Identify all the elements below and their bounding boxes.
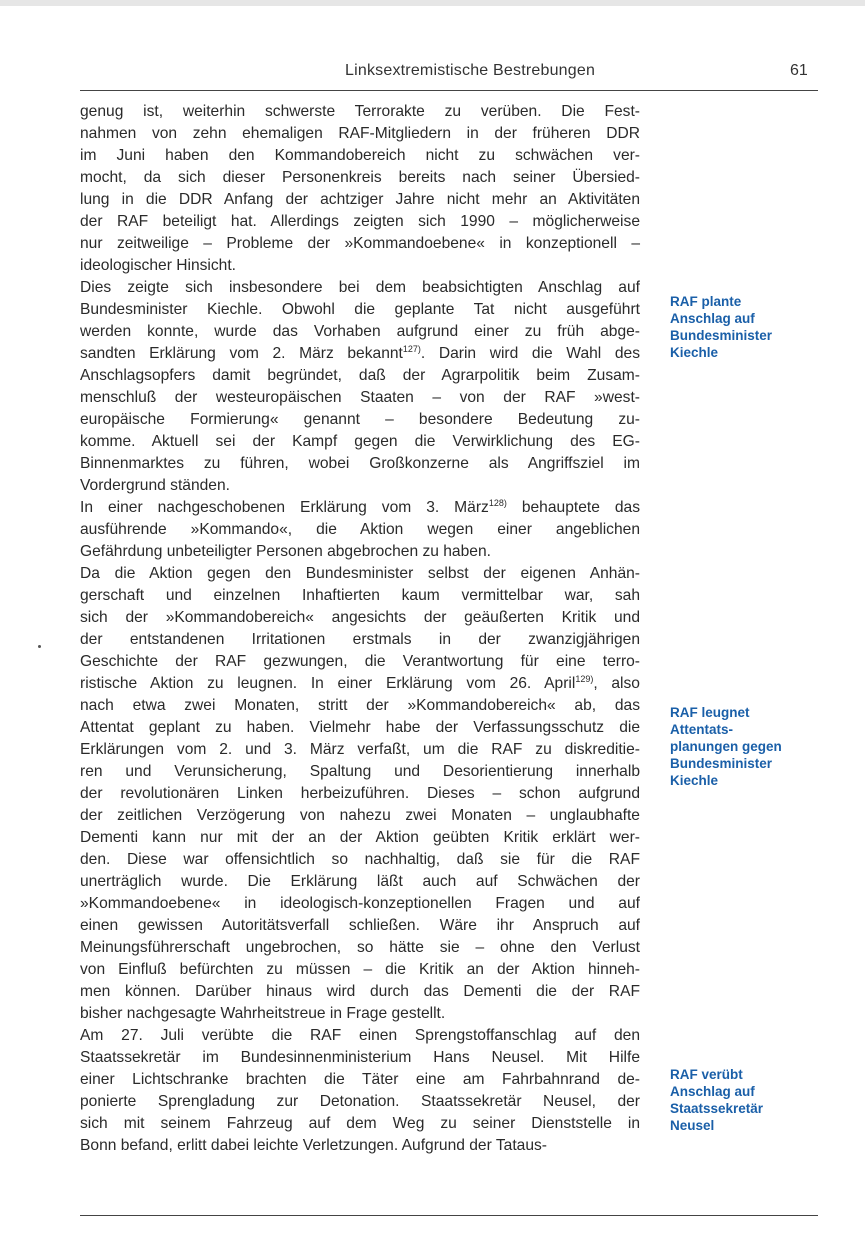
running-header-title: Linksextremistische Bestrebungen xyxy=(345,62,596,79)
body-line-text: der RAF beteiligt hat. Allerdings zeigten sich 1990 – möglicherweise xyxy=(80,213,640,230)
body-line-text: men können. Darüber hinaus wird durch das Dementi die der RAF xyxy=(80,983,640,1000)
body-line-text: der revolutionären Linken herbeizuführen. Dieses – schon aufgrund xyxy=(80,785,640,802)
footnote-ref: 128) xyxy=(488,497,507,508)
body-line-text: unerträglich wurde. Die Erklärung läßt auch auf Schwächen der xyxy=(80,873,640,890)
body-line-text: einer Lichtschranke brachten die Täter eine am Fahrbahnrand de- xyxy=(80,1071,640,1088)
body-line xyxy=(80,167,640,189)
body-line-text: Geschichte der RAF gezwungen, die Verantwortung für eine terro- xyxy=(80,653,640,670)
margin-note-line: RAF verübt xyxy=(670,1067,743,1082)
body-line xyxy=(80,607,640,629)
body-line-text: . Darin wird die Wahl des xyxy=(420,345,641,362)
body-line xyxy=(80,695,640,717)
body-line-text: nahmen von zehn ehemaligen RAF-Mitgliedern in der früheren DDR xyxy=(80,125,640,142)
body-line xyxy=(80,431,640,453)
footer-rule xyxy=(80,1215,818,1216)
body-line xyxy=(80,761,640,783)
body-line-text: nur zeitweilige – Probleme der »Kommandoebene« in konzeptionell – xyxy=(80,235,640,252)
body-line xyxy=(80,849,640,871)
body-line-text: im Juni haben den Kommandobereich nicht zu schwächen ver- xyxy=(80,147,640,164)
body-line xyxy=(80,651,640,673)
margin-note-raf-leugnet xyxy=(670,704,830,789)
body-line xyxy=(80,871,640,893)
body-line xyxy=(80,409,640,431)
body-line xyxy=(80,365,640,387)
body-line-text: Bundesminister Kiechle. Obwohl die geplante Tat nicht ausgeführt xyxy=(80,301,640,318)
body-line xyxy=(80,475,640,497)
body-line xyxy=(80,585,640,607)
body-line xyxy=(80,255,640,277)
body-line-text: In einer nachgeschobenen Erklärung vom 3. März xyxy=(80,499,489,516)
body-line xyxy=(80,629,640,651)
margin-note-line: Anschlag auf xyxy=(670,311,755,326)
body-line xyxy=(80,145,640,167)
body-line-text: , also xyxy=(593,675,640,692)
body-line-text: Meinungsführerschaft ungebrochen, so hätte sie – ohne den Verlust xyxy=(80,939,640,956)
body-line xyxy=(80,453,640,475)
margin-note-line: Attentats- xyxy=(670,722,733,737)
margin-note-line: planungen gegen xyxy=(670,739,782,754)
body-line-text: gerschaft und einzelnen Inhaftierten kaum vermittelbar war, sah xyxy=(80,587,640,604)
body-line xyxy=(80,1025,640,1047)
body-line xyxy=(80,1135,640,1157)
body-line-text: Dementi kann nur mit der an der Aktion geübten Kritik erklärt wer- xyxy=(80,829,640,846)
body-line-text: Am 27. Juli verübte die RAF einen Sprengstoffanschlag auf den xyxy=(80,1027,640,1044)
header-rule xyxy=(80,90,818,91)
margin-note-line: Kiechle xyxy=(670,345,719,360)
body-line xyxy=(80,563,640,585)
scan-speck xyxy=(38,645,41,648)
body-line xyxy=(80,915,640,937)
body-line xyxy=(80,277,640,299)
body-line-text: mocht, da sich dieser Personenkreis bereits nach seiner Übersied- xyxy=(80,169,640,186)
page-number: 61 xyxy=(790,62,808,79)
margin-note-line: RAF plante xyxy=(670,294,742,309)
body-line xyxy=(80,123,640,145)
body-line-text: Erklärungen vom 2. und 3. März verfaßt, um die RAF zu diskreditie- xyxy=(80,741,640,758)
body-line xyxy=(80,827,640,849)
body-line xyxy=(80,541,640,563)
body-line xyxy=(80,1047,640,1069)
body-line xyxy=(80,981,640,1003)
body-line xyxy=(80,189,640,211)
body-line-text: der entstandenen Irritationen erstmals in der zwanzigjährigen xyxy=(80,631,640,648)
body-line xyxy=(80,233,640,255)
scan-top-edge xyxy=(0,0,865,6)
body-line-text: komme. Aktuell sei der Kampf gegen die Verwirklichung des EG- xyxy=(80,433,640,450)
margin-note-raf-veruebt xyxy=(670,1066,830,1134)
body-line-text: Dies zeigte sich insbesondere bei dem beabsichtigten Anschlag auf xyxy=(80,279,640,296)
body-line-text: Staatssekretär im Bundesinnenministerium Hans Neusel. Mit Hilfe xyxy=(80,1049,640,1066)
body-line-text: bisher nachgesagte Wahrheitstreue in Frage gestellt. xyxy=(80,1005,446,1022)
body-line-text: sandten Erklärung vom 2. März bekannt xyxy=(80,345,403,362)
body-line-text: Gefährdung unbeteiligter Personen abgebrochen zu haben. xyxy=(80,543,491,560)
body-line-text: lung in die DDR Anfang der achtziger Jahre nicht mehr an Aktivitäten xyxy=(80,191,640,208)
footnote-ref: 129) xyxy=(575,673,594,684)
body-line xyxy=(80,959,640,981)
margin-note-raf-plante xyxy=(670,293,830,361)
body-line-text: menschluß der westeuropäischen Staaten – von der RAF »west- xyxy=(80,389,640,406)
body-line xyxy=(80,299,640,321)
body-line xyxy=(80,937,640,959)
margin-note-line: Staatssekretär xyxy=(670,1101,764,1116)
body-text-column xyxy=(80,101,640,1157)
body-line xyxy=(80,805,640,827)
body-line xyxy=(80,321,640,343)
margin-note-line: Bundesminister xyxy=(670,756,773,771)
body-line-text: Da die Aktion gegen den Bundesminister selbst der eigenen Anhän- xyxy=(80,565,640,582)
body-line-text: ristische Aktion zu leugnen. In einer Erklärung vom 26. April xyxy=(80,675,576,692)
footnote-ref: 127) xyxy=(402,343,421,354)
body-line-text: Bonn befand, erlitt dabei leichte Verletzungen. Aufgrund der Tataus- xyxy=(80,1137,547,1154)
margin-note-line: Kiechle xyxy=(670,773,719,788)
body-line-text: nach etwa zwei Monaten, stritt der »Kommandobereich« ab, das xyxy=(80,697,640,714)
margin-note-line: RAF leugnet xyxy=(670,705,750,720)
body-line xyxy=(80,893,640,915)
body-line-text: sich mit seinem Fahrzeug auf dem Weg zu seiner Dienststelle in xyxy=(80,1115,640,1132)
body-line-text: genug ist, weiterhin schwerste Terrorakte zu verüben. Die Fest- xyxy=(80,103,640,120)
body-line xyxy=(80,783,640,805)
margin-note-line: Bundesminister xyxy=(670,328,773,343)
body-line-text: ausführende »Kommando«, die Aktion wegen einer angeblichen xyxy=(80,521,640,538)
body-line-text: von Einfluß befürchten zu müssen – die Kritik an der Aktion hinneh- xyxy=(80,961,640,978)
body-line xyxy=(80,673,640,695)
body-line-text: Binnenmarktes zu führen, wobei Großkonzerne als Angriffsziel im xyxy=(80,455,640,472)
body-line-text: ponierte Sprengladung zur Detonation. Staatssekretär Neusel, der xyxy=(80,1093,640,1110)
body-line-text: ren und Verunsicherung, Spaltung und Desorientierung innerhalb xyxy=(80,763,640,780)
margin-note-line: Anschlag auf xyxy=(670,1084,755,1099)
body-line-text: einen gewissen Autoritätsverfall schließen. Wäre ihr Anspruch auf xyxy=(80,917,640,934)
body-line xyxy=(80,497,640,519)
body-line xyxy=(80,1069,640,1091)
body-line-text: »Kommandoebene« in ideologisch-konzeptionellen Fragen und auf xyxy=(80,895,640,912)
body-line-text: den. Diese war offensichtlich so nachhaltig, daß sie für die RAF xyxy=(80,851,640,868)
body-line-text: Anschlagsopfers damit begründet, daß der Agrarpolitik beim Zusam- xyxy=(80,367,640,384)
body-line-text: ideologischer Hinsicht. xyxy=(80,257,237,274)
body-line-text: der zeitlichen Verzögerung von nahezu zwei Monaten – unglaubhafte xyxy=(80,807,640,824)
body-line xyxy=(80,211,640,233)
body-line xyxy=(80,101,640,123)
body-line xyxy=(80,343,640,365)
body-line-text: werden konnte, wurde das Vorhaben aufgrund einer zu früh abge- xyxy=(80,323,640,340)
body-line xyxy=(80,1003,640,1025)
margin-note-line: Neusel xyxy=(670,1118,715,1133)
body-line xyxy=(80,739,640,761)
body-line-text: behauptete das xyxy=(506,499,640,516)
body-line xyxy=(80,519,640,541)
body-line xyxy=(80,1113,640,1135)
body-line-text: europäische Formierung« genannt – besondere Bedeutung zu- xyxy=(80,411,640,428)
body-line-text: sich der »Kommandobereich« angesichts der geäußerten Kritik und xyxy=(80,609,640,626)
body-line-text: Vordergrund ständen. xyxy=(80,477,230,494)
body-line xyxy=(80,1091,640,1113)
body-line xyxy=(80,387,640,409)
body-line xyxy=(80,717,640,739)
body-line-text: Attentat geplant zu haben. Vielmehr habe der Verfassungsschutz die xyxy=(80,719,640,736)
